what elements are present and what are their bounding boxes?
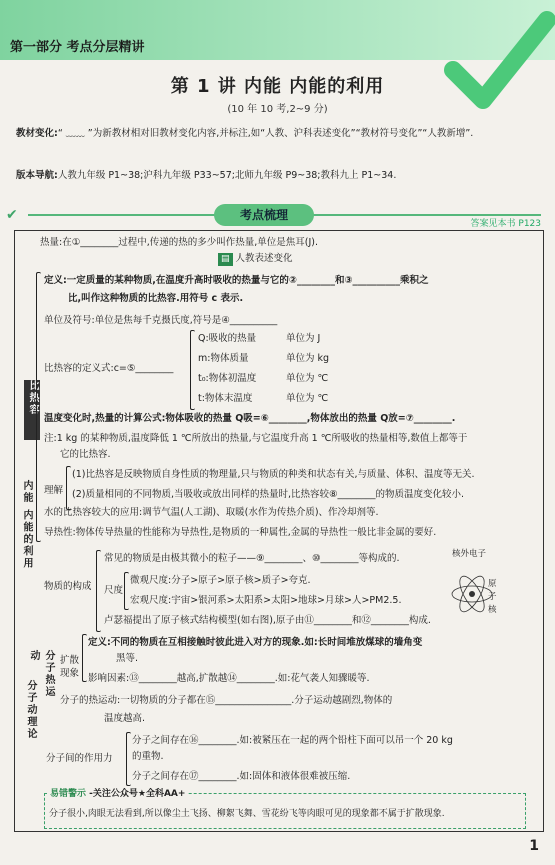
understand-label: 理解 <box>44 485 64 496</box>
note-line-1: 注:1 kg 的某种物质,温度降低 1 ℃所放出的热量,与它温度升高 1 ℃所吸收的热量相等,数值上都等于 <box>44 433 468 444</box>
structure-label: 物质的构成 <box>44 581 92 592</box>
definition-line-2: 比,叫作这种物质的比热容.用符号 c 表示. <box>68 293 244 304</box>
version-text: 人教九年级 P1~38;沪科九年级 P33~57;北师九年级 P9~38;教科九上 P1~34. <box>57 170 397 181</box>
definition-line-1: 定义:一定质量的某种物质,在温度升高时吸收的热量与它的②________和③__________乘积之 <box>44 275 429 286</box>
specific-heat-label: 比热容 <box>24 380 40 440</box>
bracket-vars <box>190 330 195 410</box>
thermal-conductivity: 导热性:物体传导热量的性能称为导热性,是物质的一种属性,金属的导热性一般比非金属的要好. <box>44 527 437 538</box>
heat-note-text: 人教表述变化 <box>235 253 293 264</box>
thermal-motion-label: 分子热运动 <box>28 650 54 698</box>
version-nav <box>16 168 536 183</box>
book-icon: ▤ <box>218 253 233 266</box>
structure-line-1: 常见的物质是由极其微小的粒子——⑨________、⑩________等构成的. <box>104 553 400 564</box>
heat-note <box>218 252 293 266</box>
water-application: 水的比热容较大的应用:调节气温(人工湖)、取暖(水作为传热介质)、作冷却剂等. <box>44 507 379 518</box>
page-number: 1 <box>529 838 539 854</box>
diffusion-def-2: 黑等. <box>116 653 139 664</box>
nucleus-label: 原子核 <box>488 579 497 615</box>
bracket-diffusion <box>82 634 87 682</box>
var-q: Q:吸收的热量 <box>198 333 257 344</box>
warning-head <box>47 786 188 799</box>
attraction-1: 分子之间存在⑯________.如:被紧压在一起的两个铅柱下面可以吊一个 20 kg <box>132 735 453 746</box>
version-label: 版本导航: <box>16 170 58 181</box>
macro-scale: 宏观尺度:宇宙>银河系>太阳系>太阳>地球>月球>人>PM2.5. <box>130 595 402 606</box>
var-t: t:物体末温度 <box>198 393 253 404</box>
repulsion: 分子之间存在⑰________.如:固体和液体很难被压缩. <box>132 771 351 782</box>
leaf-icon: ✔ <box>6 207 18 223</box>
heat-formula: 温度变化时,热量的计算公式:物体吸收的热量 Q吸=⑥________,物体放出的热量 Q放=⑦________. <box>44 413 456 424</box>
warning-label: 易错警示 <box>50 789 87 799</box>
rutherford-model: 卢瑟福提出了原子核式结构模型(如右图),原子由⑪________和⑫________构成. <box>104 615 431 626</box>
lesson-title: 第 1 讲 内能 内能的利用 <box>170 76 385 97</box>
formula-line: 比热容的定义式:c=⑤________ <box>44 363 174 374</box>
textbook-change <box>16 126 536 141</box>
atom-diagram <box>450 560 520 620</box>
diffusion-def-1: 定义:不同的物质在互相接触时彼此进入对方的现象.如:长时间堆放煤球的墙角变 <box>88 637 423 648</box>
var-q-unit: 单位为 J <box>286 333 321 344</box>
bracket-specific-heat <box>36 272 41 542</box>
electron-label: 核外电子 <box>452 549 487 559</box>
change-label: 教材变化: <box>16 128 58 139</box>
scale-label: 尺度 <box>104 585 124 596</box>
unit-line: 单位及符号:单位是焦每千克摄氏度,符号是④__________ <box>44 315 278 326</box>
understand-2: (2)质量相同的不同物质,当吸收或放出同样的热量时,比热容较⑧________的物质温度变化较小. <box>72 489 465 500</box>
bracket-scale <box>124 572 129 610</box>
change-text: “ ﹏﹏ ”为新教材相对旧教材变化内容,并标注,如“人教、沪科表述变化”“教材符号变化”“人教新增”. <box>57 128 474 139</box>
section-title: 考点梳理 <box>214 204 314 226</box>
part-heading: 第一部分 考点分层精讲 <box>10 40 145 55</box>
diffusion-factors: 影响因素:⑬________越高,扩散越⑭________.如:花气袭人知骤暖等. <box>88 673 370 684</box>
warning-tail: -关注公众号★全科AA+ <box>89 789 186 799</box>
var-t-unit: 单位为 ℃ <box>286 393 329 404</box>
micro-scale: 微观尺度:分子>原子>原子核>质子>夸克. <box>130 575 311 586</box>
lesson-subtitle: (10 年 10 考,2~9 分) <box>227 104 328 115</box>
check-mark-icon <box>435 0 555 140</box>
var-m-unit: 单位为 kg <box>286 353 330 364</box>
warning-text: 分子很小,肉眼无法看到,所以像尘土飞扬、柳絮飞舞、雪花纷飞等肉眼可见的现象都不属于扩散现象. <box>49 809 445 819</box>
heat-definition: 热量:在①________过程中,传递的热的多少叫作热量,单位是焦耳(J). <box>40 237 318 248</box>
bracket-force <box>126 732 131 786</box>
attraction-2: 的重物. <box>132 751 164 762</box>
note-line-2: 它的比热容. <box>60 449 111 460</box>
topic-label: 内能 内能的利用 <box>21 480 32 570</box>
var-t0-unit: 单位为 ℃ <box>286 373 329 384</box>
thermal-motion-1: 分子的热运动:一切物质的分子都在⑮________________.分子运动越剧烈,物体的 <box>60 695 393 706</box>
thermal-motion-2: 温度越高. <box>104 713 146 724</box>
warning-box <box>44 789 526 829</box>
diffusion-label: 扩散现象 <box>60 655 80 679</box>
bracket-structure <box>96 550 101 632</box>
molecular-theory-label: 分子动理论 <box>25 680 36 740</box>
force-label: 分子间的作用力 <box>46 753 113 764</box>
answer-reference: 答案见本书 P123 <box>470 219 541 229</box>
understand-1: (1)比热容是反映物质自身性质的物理量,只与物质的种类和状态有关,与质量、体积、温度等无关. <box>72 469 475 480</box>
var-m: m:物体质量 <box>198 353 249 364</box>
bracket-understand <box>66 466 71 510</box>
var-t0: t₀:物体初温度 <box>198 373 257 384</box>
